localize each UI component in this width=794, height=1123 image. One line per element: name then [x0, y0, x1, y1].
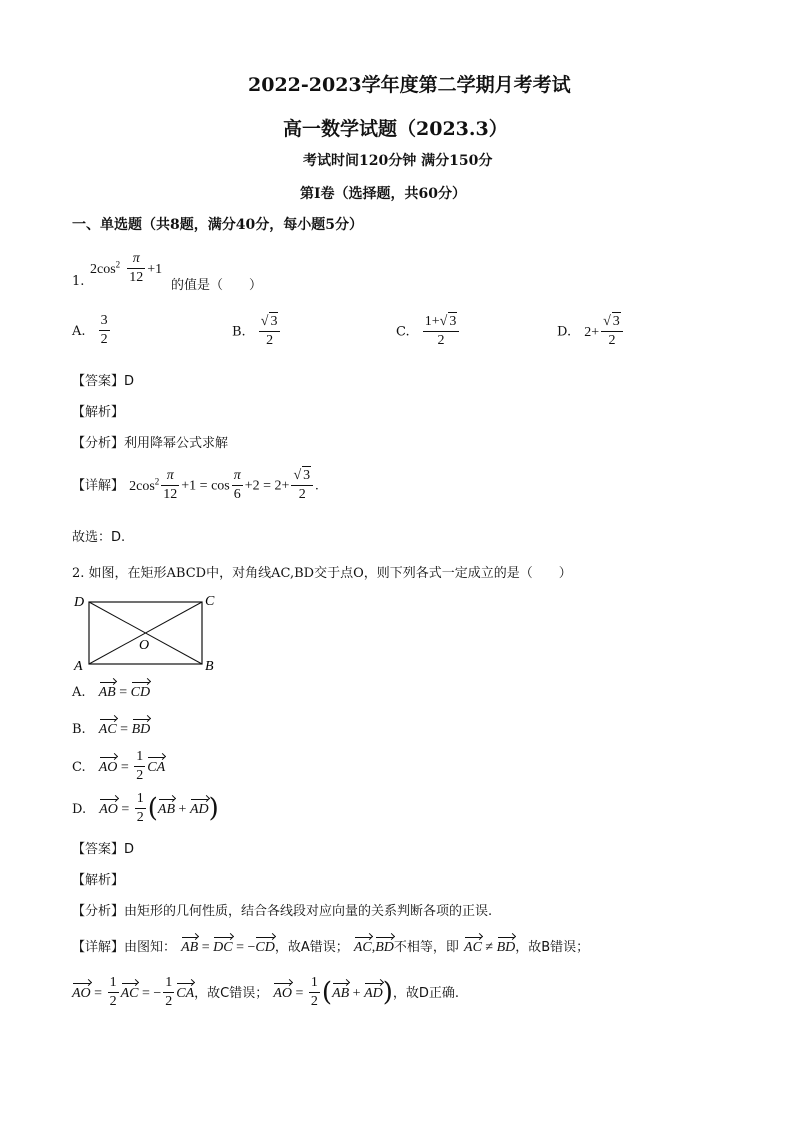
q1-conclusion: 故选：D. — [72, 530, 126, 545]
answer-label: 【答案】 — [72, 842, 125, 857]
option-label: A. — [72, 324, 86, 339]
rectangle-figure — [72, 594, 222, 674]
option-label: B. — [72, 722, 86, 737]
exam-info: 考试时间120分钟 满分150分 — [303, 153, 493, 169]
section-heading: 一、单选题（共8题，满分40分，每小题5分） — [72, 217, 363, 233]
option-label: D. — [72, 802, 87, 817]
paper-subtitle: 高一数学试题（2023.3） — [283, 118, 508, 140]
fenxi-label: 【分析】 — [72, 436, 125, 451]
detail-text: ，故A错误； — [274, 940, 349, 955]
q2-option-d: D. AO = $\frac{1}{2}$ (AB + AD) — [72, 791, 219, 825]
option-label: D. — [557, 324, 572, 340]
answer-value: D — [124, 374, 135, 389]
fenxi-label: 【分析】 — [72, 904, 125, 919]
option-label: C. — [72, 760, 86, 775]
detail-text: 由图知： — [124, 940, 177, 955]
q2-answer — [72, 838, 134, 857]
detail-text: ，故D正确. — [392, 986, 460, 1001]
q1-option-b: B. $\frac{√ 3}{2}$ — [232, 312, 282, 350]
q1-analysis-label: 【解析】 — [72, 405, 125, 420]
option-label: C. — [396, 324, 410, 340]
fenxi-text: 由矩形的几何性质，结合各线段对应向量的关系判断各项的正误. — [124, 904, 493, 919]
option-label: A. — [72, 685, 86, 700]
q1-option-d: D. 2+ $\frac{√ 3}{2}$ — [557, 312, 625, 350]
detail-text: ，故B错误； — [515, 940, 590, 955]
q2-stem-text: 如图，在矩形ABCD中，对角线AC,BD交于点O，则下列各式一定成立的是（ ） — [88, 566, 572, 581]
detail-text: 不相等，即 — [393, 940, 459, 955]
q2-number: 2. — [72, 566, 85, 581]
option-label: B. — [232, 324, 246, 340]
q1-option-a: A. $\frac{3}{2}$ — [72, 313, 108, 347]
q1-stem-tail: 的值是（ ） — [171, 278, 263, 293]
detail-label: 【详解】 — [72, 478, 125, 494]
q2-detail-line1: 【详解】由图知： AB = DC = −CD，故A错误； AC,BD不相等，即 AC ≠ BD，故B错误； — [72, 940, 590, 955]
q2-fenxi — [72, 900, 492, 919]
label-b: B — [205, 659, 214, 674]
q2-option-a: A. AB = CD — [72, 685, 151, 700]
q2-stem — [72, 562, 572, 581]
detail-text: ，故C错误； — [194, 986, 269, 1001]
q2-analysis-label: 【解析】 — [72, 873, 125, 888]
q1-fenxi — [72, 432, 228, 451]
answer-label: 【答案】 — [72, 374, 125, 389]
q2-detail-line2: AO = $\frac{1}{2}$ AC = − $\frac{1}{2}$ CA，故C错误； AO = $\frac{1}{2}$ (AB + AD)，故D正确. — [72, 975, 460, 1009]
q2-option-b: B. AC = BD — [72, 722, 151, 737]
part-heading: 第Ⅰ卷（选择题，共60分） — [300, 186, 467, 202]
label-c: C — [205, 594, 215, 609]
q2-option-c: C. AO = $\frac{1}{2}$ CA — [72, 749, 166, 783]
q1-answer — [72, 370, 134, 389]
label-o: O — [139, 638, 150, 653]
q1-option-c: C. $\frac{1+√ 3}{2}$ — [396, 312, 461, 350]
exam-title: 2022-2023学年度第二学期月考考试 — [248, 74, 571, 96]
q1-detail: 【详解】 $2\cos^2$ $\frac{\pi}{12}$ +1 = cos $\frac{\pi}{6}$ +2 = 2+ $\frac{√ 3}{2}$ . — [72, 467, 319, 502]
label-d: D — [74, 595, 85, 610]
detail-label: 【详解】 — [72, 940, 125, 955]
label-a: A — [74, 659, 83, 674]
fenxi-text: 利用降幂公式求解 — [124, 436, 229, 451]
answer-value: D — [124, 842, 135, 857]
q1-number: 1. — [72, 274, 85, 289]
q1-expression: $2\cos^2$ $\frac{\pi}{12}$ +1 — [90, 251, 163, 285]
